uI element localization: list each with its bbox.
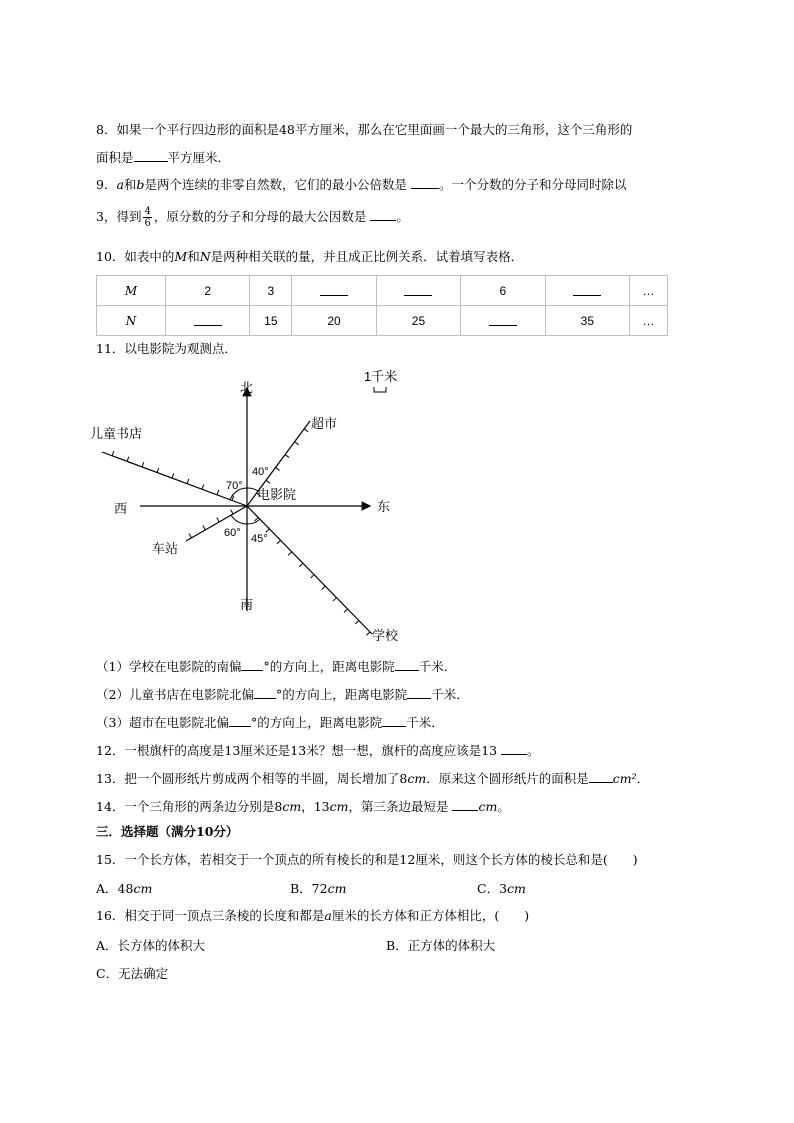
q8-line2 [96, 148, 230, 167]
tick-mark [142, 462, 144, 467]
q8-text-pre: 面积是 [96, 150, 134, 165]
table-cell-blank[interactable] [376, 276, 460, 306]
q10-var-n: N [199, 249, 211, 264]
tick-mark [266, 480, 270, 483]
q11-sub2-angle-blank[interactable] [254, 685, 276, 699]
q10-and: 和 [187, 249, 200, 264]
q11-sub1-distance-blank[interactable] [395, 657, 419, 671]
q11-sub1-mid: °的方向上，距离电影院 [263, 659, 395, 674]
table-cell: 35 [545, 306, 629, 336]
table-cell-blank[interactable] [292, 276, 376, 306]
q15-option-a[interactable] [96, 880, 152, 898]
q16-var-a: a [324, 908, 332, 923]
tick-mark [217, 518, 219, 522]
tick-mark [304, 429, 308, 432]
q9-lcm-blank[interactable] [411, 175, 439, 189]
tick-mark [366, 632, 370, 635]
q9-fraction-numerator: 4 [144, 206, 151, 217]
tick-mark [127, 457, 129, 462]
table-cell-blank[interactable] [545, 276, 629, 306]
q14-answer-blank[interactable] [452, 797, 478, 811]
scale-bar [374, 387, 386, 392]
q11-sub3-angle-blank[interactable] [229, 713, 251, 727]
angle-ne-label: 40° [252, 466, 269, 478]
q9-line2-end: 。 [396, 209, 409, 224]
q16-post: 厘米的长方体和正方体相比，( ) [331, 908, 530, 923]
tick-mark [288, 552, 292, 555]
q9-var-b: b [136, 177, 145, 192]
q13-end: ． [636, 771, 650, 786]
q16-option-a-label: A．长方体的体积大 [96, 938, 206, 953]
tick-mark [355, 620, 359, 623]
q16-pre: 16．相交于同一顶点三条棱的长度和都是 [96, 908, 325, 923]
arc-se [247, 519, 260, 524]
tick-mark [299, 563, 303, 566]
q10-post: 是两种相关联的量，并且成正比例关系．试着填写表格． [210, 249, 524, 264]
q11-sub2 [96, 685, 469, 704]
q9-text-post: 。一个分数的分子和分母同时除以 [438, 177, 627, 192]
tick-mark [202, 485, 204, 490]
tick-mark [344, 609, 348, 612]
q9-var-a: a [116, 177, 124, 192]
ray-school [247, 506, 372, 634]
q11-sub2-post: 千米． [431, 687, 469, 702]
tick-mark [295, 442, 299, 445]
south-label: 南 [240, 597, 254, 612]
station-label: 车站 [152, 541, 179, 556]
q10-pre: 10．如表中的 [96, 249, 175, 264]
q12-line [96, 741, 540, 760]
q8-text-post: 平方厘米． [167, 150, 231, 165]
tick-mark [266, 529, 270, 532]
q11-sub1-post: 千米． [418, 659, 457, 674]
table-cell: M [97, 276, 166, 306]
q13-unit-cm2: cm² [612, 771, 637, 786]
q9-gcd-blank[interactable] [370, 207, 396, 221]
q9-line2-text: ，原分数的分子和分母的最大公因数是 [153, 209, 367, 224]
north-label: 北 [240, 380, 254, 395]
tick-mark [157, 468, 159, 473]
q16-option-b-label: B．正方体的体积大 [386, 938, 496, 953]
q15-option-c-unit: cm [507, 881, 526, 896]
school-label: 学校 [372, 628, 399, 643]
q12-end: 。 [527, 743, 540, 758]
q15-option-c[interactable] [477, 880, 526, 898]
q14-unit3: cm [478, 799, 498, 814]
q10-var-m: M [174, 249, 188, 264]
q16-option-c-label: C．无法确定 [96, 966, 169, 981]
table-cell: 25 [376, 306, 460, 336]
q11-sub1 [96, 657, 456, 676]
east-label: 东 [377, 499, 391, 514]
angle-nw-label: 70° [226, 480, 243, 492]
q11-sub3-distance-blank[interactable] [382, 713, 406, 727]
tick-mark [277, 540, 281, 543]
tick-mark [285, 455, 289, 458]
table-cell-blank[interactable] [461, 306, 545, 336]
section-title: 三．选择题（满分10分） [96, 824, 239, 839]
q13-answer-blank[interactable] [589, 769, 613, 783]
direction-map [90, 366, 420, 651]
arc-sw [231, 515, 247, 524]
q9-line2-pre: 3，得到 [96, 209, 142, 224]
q13-text: 13．把一个圆形纸片剪成两个相等的半圆，周长增加了8 [96, 771, 408, 786]
q12-answer-blank[interactable] [501, 741, 527, 755]
scale-label: 1千米 [364, 369, 398, 384]
q15-option-b-unit: cm [327, 881, 347, 896]
tick-mark [189, 534, 191, 538]
angle-sw-label: 60° [224, 527, 241, 539]
q11-sub2-pre: （2）儿童书店在电影院北偏 [96, 687, 254, 702]
west-label: 西 [114, 501, 128, 516]
q15-option-b-label: B．72 [290, 881, 328, 896]
table-row-m [97, 276, 668, 306]
table-row-n [97, 306, 668, 336]
q9-fraction-denominator: 6 [144, 218, 151, 229]
q11-title [96, 340, 237, 358]
q9-number: 9． [96, 177, 117, 192]
q15-option-c-label: C．3 [477, 881, 508, 896]
q8-answer-blank[interactable] [134, 148, 168, 162]
q11-sub1-pre: （1）学校在电影院的南偏 [96, 659, 242, 674]
tick-mark [172, 473, 174, 478]
q8-line1 [96, 121, 632, 139]
table-cell-blank[interactable] [166, 306, 250, 336]
q11-title-text: 11．以电影院为观测点． [96, 341, 237, 356]
q9-line1 [96, 175, 626, 194]
q16-option-c[interactable] [96, 965, 168, 983]
q11-sub3-post: 千米． [406, 715, 444, 730]
q9-and: 和 [123, 177, 137, 192]
q11-sub2-mid: °的方向上，距离电影院 [275, 687, 408, 702]
q14-unit2: cm [329, 799, 349, 814]
bookstore-label: 儿童书店 [90, 426, 143, 441]
tick-mark [310, 575, 314, 578]
tick-mark [187, 479, 189, 484]
cinema-label: 电影院 [257, 487, 297, 502]
tick-mark [217, 490, 219, 495]
q11-sub3-mid: °的方向上，距离电影院 [250, 715, 383, 730]
tick-mark [231, 510, 233, 514]
ray-bookstore [102, 452, 247, 506]
q11-sub1-angle-blank[interactable] [241, 657, 263, 671]
q11-sub2-distance-blank[interactable] [407, 685, 431, 699]
q14-pre: 14．一个三角形的两条边分别是8 [96, 799, 283, 814]
q16-option-a[interactable] [96, 937, 205, 955]
tick-mark [322, 586, 326, 589]
tick-mark [333, 598, 337, 601]
q14-end: 。 [497, 799, 510, 814]
table-cell: 6 [461, 276, 545, 306]
section-heading [96, 823, 238, 841]
q9-text: 是两个连续的非零自然数，它们的最小公倍数是 [144, 177, 407, 192]
q16-option-b[interactable] [386, 937, 495, 955]
angle-se-label: 45° [251, 533, 268, 545]
tick-mark [276, 467, 280, 470]
q10-table [96, 275, 668, 336]
q13-line [96, 769, 649, 788]
table-cell: 3 [250, 276, 292, 306]
q8-text: 8．如果一个平行四边形的面积是48平方厘米，那么在它里面画一个最大的三角形，这个三角形的 [96, 122, 633, 137]
q15-option-b[interactable] [290, 880, 346, 898]
q14-mid: ，13 [301, 799, 330, 814]
q12-text: 12．一根旗杆的高度是13厘米还是13米？想一想，旗杆的高度应该是13 [96, 743, 498, 758]
table-cell: N [97, 306, 166, 336]
q11-sub3 [96, 713, 444, 732]
q13-mid: ．原来这个圆形纸片的面积是 [426, 771, 589, 786]
q15-line [96, 851, 638, 869]
supermarket-label: 超市 [311, 416, 338, 431]
q15-text: 15．一个长方体，若相交于一个顶点的所有棱长的和是12厘米，则这个长方体的棱长总和是( ) [96, 852, 638, 867]
table-cell: 20 [292, 306, 376, 336]
q13-unit-cm: cm [407, 771, 427, 786]
q15-option-a-label: A．48 [96, 881, 134, 896]
table-cell: 2 [166, 276, 250, 306]
tick-mark [203, 526, 205, 530]
table-cell: … [630, 276, 668, 306]
table-cell: 15 [250, 306, 292, 336]
q10-line [96, 248, 523, 266]
q14-unit1: cm [282, 799, 302, 814]
table-cell: … [630, 306, 668, 336]
tick-mark [112, 451, 114, 456]
q9-line2 [96, 204, 409, 230]
q16-line [96, 907, 529, 925]
q14-line [96, 797, 510, 816]
q9-fraction [143, 206, 151, 229]
q11-sub3-pre: （3）超市在电影院北偏 [96, 715, 229, 730]
q14-post: ，第三条边最短是 [348, 799, 449, 814]
q15-option-a-unit: cm [133, 881, 153, 896]
